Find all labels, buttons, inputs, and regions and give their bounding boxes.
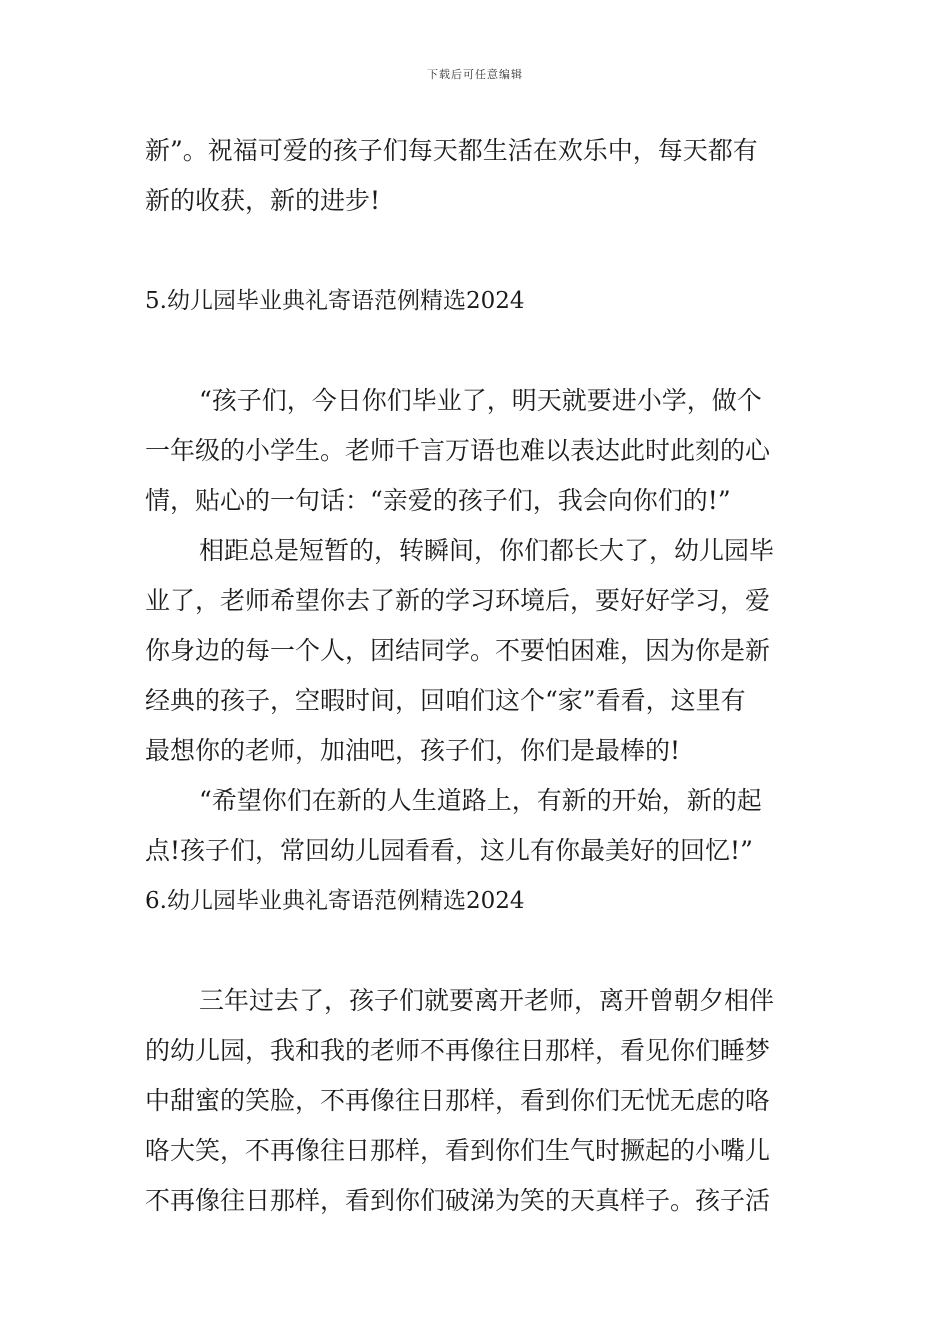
- section-heading-5: 5.幼儿园毕业典礼寄语范例精选2024: [145, 288, 525, 314]
- spacer: [145, 226, 807, 276]
- body-line: 新”。祝福可爱的孩子们每天都生活在欢乐中，每天都有: [145, 136, 758, 165]
- body-line: 业了，老师希望你去了新的学习环境后，要好好学习，爱: [145, 586, 771, 615]
- body-line: 相距总是短暂的，转瞬间，你们都长大了，幼儿园毕: [199, 536, 775, 565]
- body-line: 咯大笑，不再像往日那样，看到你们生气时撅起的小嘴儿: [145, 1136, 771, 1165]
- body-line: 一年级的小学生。老师千言万语也难以表达此时此刻的心: [145, 436, 771, 465]
- body-line: 中甜蜜的笑脸，不再像往日那样，看到你们无忧无虑的咯: [145, 1086, 771, 1115]
- body-line: 你身边的每一个人，团结同学。不要怕困难，因为你是新: [145, 636, 771, 665]
- body-line: 新的收获，新的进步!: [145, 186, 381, 215]
- section-heading-6: 6.幼儿园毕业典礼寄语范例精选2024: [145, 888, 525, 914]
- body-line: 经典的孩子，空暇时间，回咱们这个“家”看看，这里有: [145, 686, 746, 715]
- body-line: “孩子们，今日你们毕业了，明天就要进小学，做个: [199, 386, 762, 415]
- spacer: [145, 926, 807, 976]
- body-line: 三年过去了，孩子们就要离开老师，离开曾朝夕相伴: [199, 986, 775, 1015]
- body-line: 的幼儿园，我和我的老师不再像往日那样，看见你们睡梦: [145, 1036, 771, 1065]
- document-body: [145, 126, 807, 1226]
- body-line: 不再像往日那样，看到你们破涕为笑的天真样子。孩子活: [145, 1186, 771, 1215]
- body-line: 点!孩子们，常回幼儿园看看，这儿有你最美好的回忆!”: [145, 836, 753, 865]
- spacer: [145, 326, 807, 376]
- body-line: “希望你们在新的人生道路上，有新的开始，新的起: [199, 786, 762, 815]
- header-note: 下载后可任意编辑: [427, 68, 523, 81]
- body-line: 情，贴心的一句话：“亲爱的孩子们，我会向你们的!”: [145, 486, 731, 515]
- body-line: 最想你的老师，加油吧，孩子们，你们是最棒的!: [145, 736, 681, 765]
